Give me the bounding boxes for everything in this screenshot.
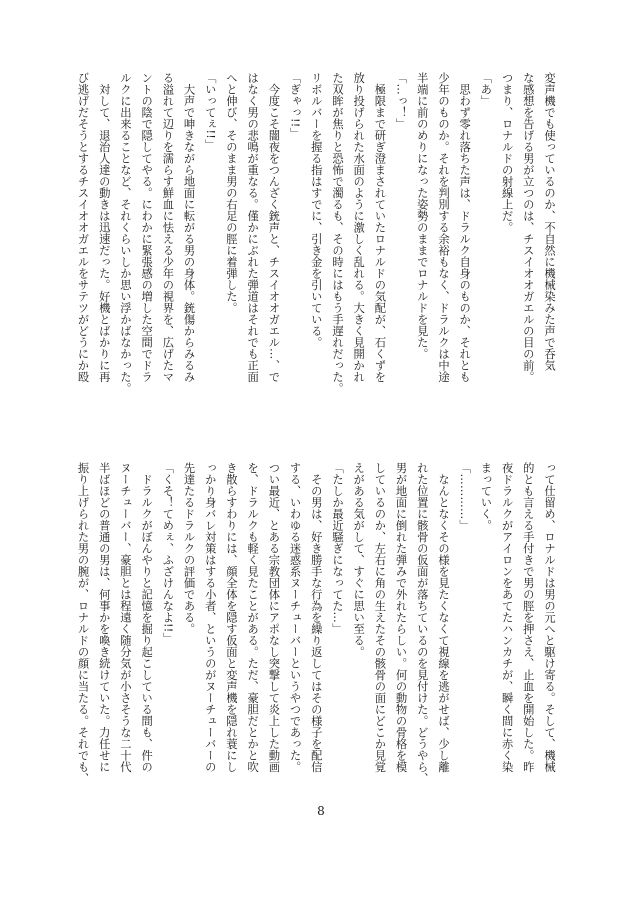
text-line: を、ドラルクも軽く見たことがある。ただ、豪胆だとかと吹	[246, 462, 260, 773]
text-line: ドラルクがぼんやりと記憶を掘り起こしている間も、件の	[140, 462, 154, 773]
text-line: えがある気がして、すぐに思い至る。	[352, 462, 366, 658]
text-block-lower	[60, 462, 560, 786]
text-line: 振り上げられた男の腕が、ロナルドの顔に当たる。それでも、	[76, 462, 90, 784]
text-line: へと伸び、そのまま男の右足の脛に着弾した。	[224, 72, 238, 314]
text-line: 「くそ！てめぇ、ふざけんなよ!!」	[161, 462, 175, 644]
text-line: 夜ドラルクがアイロンをあてたハンカチが、瞬く間に赤く染	[500, 462, 514, 773]
text-line: 大声で呻きながら地面に転がる男の身体。銃傷からみるみ	[182, 72, 196, 383]
text-line: 「ぎゃっ!!」	[288, 72, 302, 139]
text-line: び逃げだそうとするチスイオオガエルをサテツがどうにか殴	[76, 72, 90, 383]
text-line: まっていく。	[479, 462, 493, 531]
text-line: つまり、ロナルドの射線上だ。	[500, 72, 514, 233]
text-line: 半ばほどの普通の男は、何事かを喚き続けていた。力任せに	[97, 462, 111, 773]
text-line: リボルバーを握る指はすでに、引き金を引いている。	[309, 72, 323, 348]
text-line: れた位置に骸骨の仮面が落ちているのを見付けた。どうやら、	[415, 462, 429, 784]
text-line: 対して、退治人達の動きは迅速だった。好機とばかりに再	[97, 72, 111, 383]
text-line: 先達たるドラルクの評価である。	[182, 462, 196, 635]
text-line: き散らすわりには、顔全体を隠す仮面と変声機を隠れ蓑にし	[224, 462, 238, 773]
text-line: 少年のものか。それを判別する余裕もなく、ドラルクは中途	[436, 72, 450, 383]
text-line: つい最近、とある宗教団体にアポなし突撃して炎上した動画	[267, 462, 281, 773]
text-line: その男は、好き勝手な行為を繰り返してはその様子を配信	[309, 462, 323, 773]
text-block-upper	[60, 72, 560, 414]
text-line: 男が地面に倒れた弾みで外れたらしい。何の動物の骨格を模	[394, 462, 408, 773]
text-line: 的とも言える手付きで男の脛を押さえ、止血を開始した。昨	[521, 462, 535, 773]
text-line: っかり身バレ対策はする小者、というのがヌーチューバーの	[203, 462, 217, 773]
text-line: る溢れて辺りを濡らす鮮血に怯える少年の視界を、広げたマ	[161, 72, 175, 383]
text-line: な感想を告げる男が立つのは、チスイオオガエルの目の前。	[521, 72, 535, 383]
text-line: ルクに出来ることなど、それくらいしか思い浮かばなかった。	[118, 72, 132, 394]
text-line: 「たしか最近騒ぎになってた…」	[330, 462, 344, 635]
page-number: 8	[317, 804, 325, 818]
text-line: なんとなくその様を見たくなくて視線を逃がせば、少し離	[436, 462, 450, 773]
text-line: って仕留め、ロナルドは男の元へと駆け寄る。そして、機械	[543, 462, 556, 773]
text-line: 半端に前のめりになった姿勢のままでロナルドを見た。	[415, 72, 429, 360]
text-line: 「いってぇ!!」	[203, 72, 217, 151]
text-line: 思わず零れ落ちた声は、ドラルク自身のものか、それとも	[458, 72, 472, 383]
text-line: 極限まで研ぎ澄まされていたロナルドの気配が、石くずを	[373, 72, 387, 383]
text-line: 放り投げられた水面のように激しく乱れる。大きく見開かれ	[352, 72, 366, 383]
text-line: 変声機でも使っているのか、不自然に機械染みた声で呑気	[543, 72, 556, 371]
text-line: た双眸が焦りと恐怖で濁るも、その時にはもう手遅れだった。	[330, 72, 344, 394]
text-line: 「…………」	[458, 462, 472, 531]
text-line: ントの陰で隠してやる。にわかに緊張感の増した空間でドラ	[140, 72, 154, 383]
text-line: 「…っ！」	[394, 72, 408, 130]
text-line: 「あ」	[479, 72, 493, 107]
text-line: 今度こそ闇夜をつんざく銃声と、チスイオオガエル…、で	[267, 72, 281, 383]
text-line: ヌーチューバー、豪胆とは程遠く随分気が小さそうな二十代	[118, 462, 132, 773]
text-line: はなく男の悲鳴が重なる。僅かにぶれた弾道はそれでも正面	[246, 72, 260, 383]
text-line: する、いわゆる迷惑系ヌーチューバーというやつであった。	[288, 462, 302, 773]
text-line: しているのか、左右に角の生えたその骸骨の面にどこか見覚	[373, 462, 387, 773]
